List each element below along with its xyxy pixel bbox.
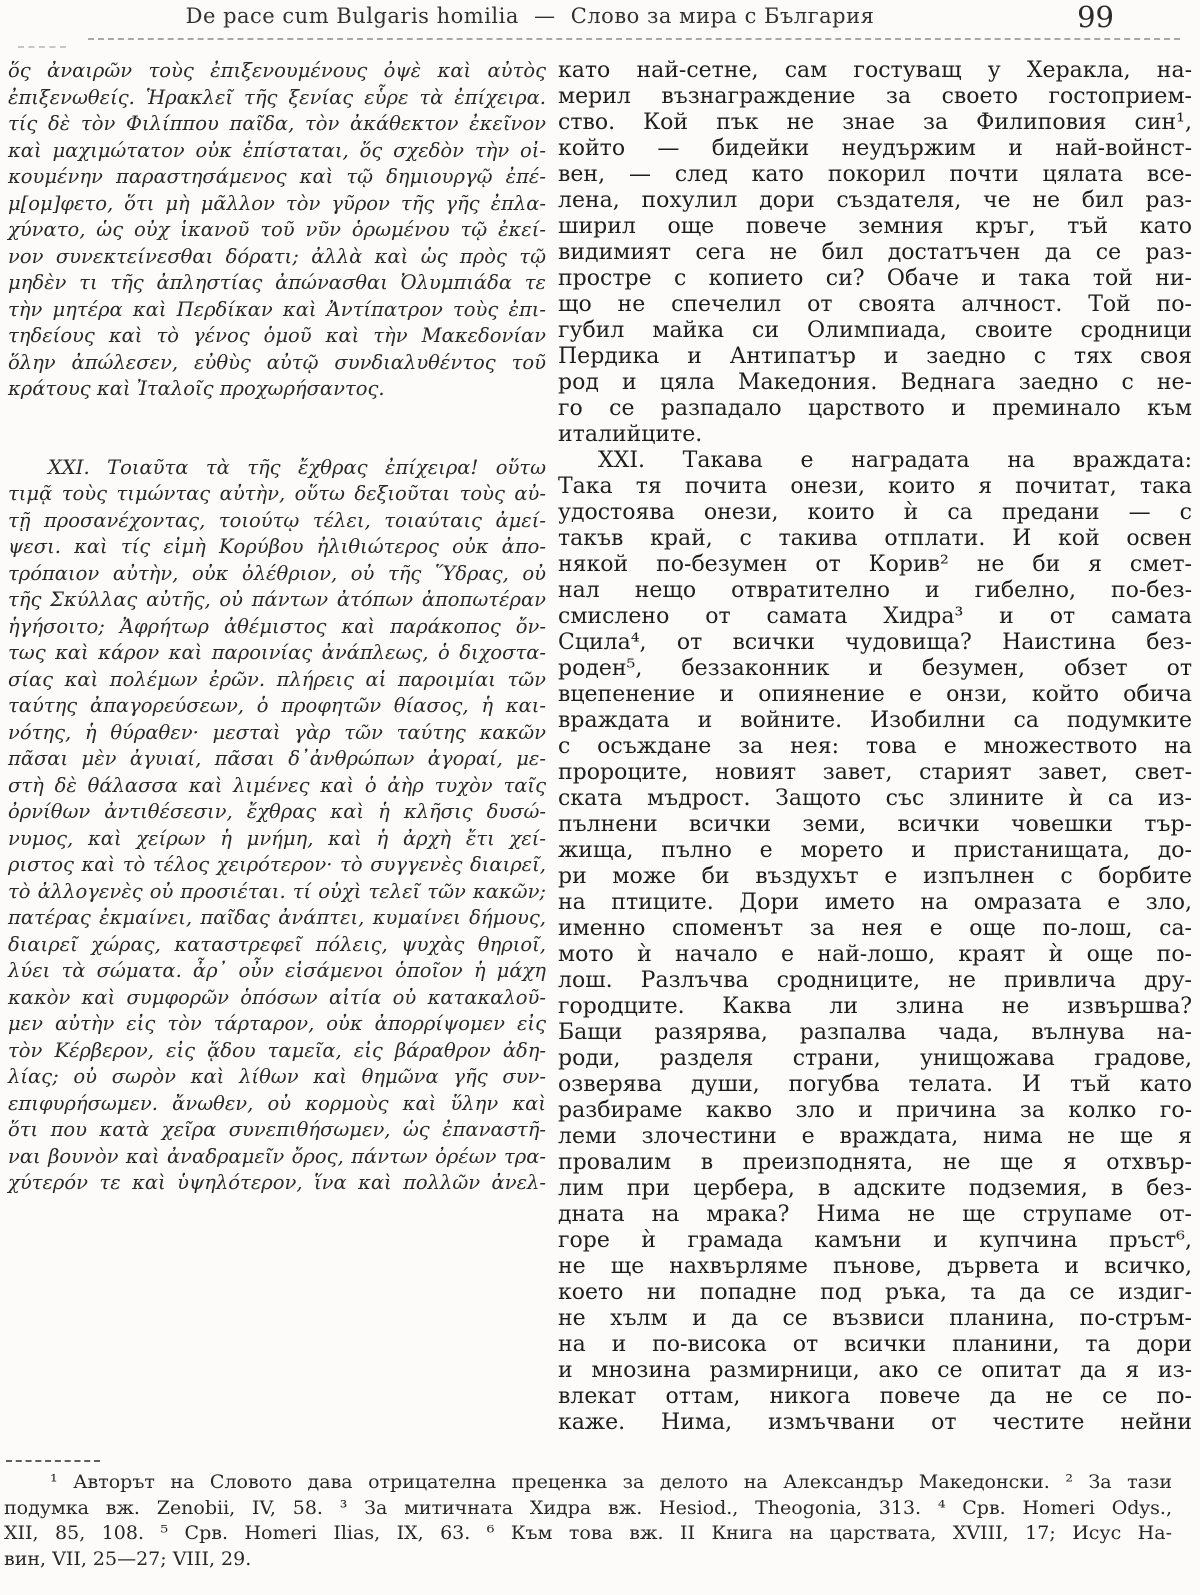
- bulgarian-column: [558, 58, 1192, 1436]
- text-line: Така тя почита онези, които я почитат, така: [558, 474, 1192, 499]
- text-line: роди, разделя страни, унищожава градове,: [558, 1046, 1192, 1071]
- text-line: пророците, новият завет, старият завет, свет-: [558, 760, 1192, 785]
- text-line: лим при цербера, в адските подземия, в без-: [558, 1176, 1192, 1201]
- text-line: χύνατο, ὡς οὐχ ἱκανοῦ τοῦ νῦν ὁρωμένου τῷ ἐκεί-: [8, 218, 546, 241]
- text-line: на и по-висока от всички планини, та дори: [558, 1332, 1192, 1357]
- text-line: νότης, ἡ θύραθεν· μεσταὶ γὰρ τῶν ταύτης κακῶν: [8, 720, 546, 744]
- greek-paragraph-xxi: [8, 455, 546, 1197]
- text-line: такъв край, с такива отплати. И кой освен: [558, 526, 1192, 551]
- text-line: който — бидейки неудържим и най-войнст-: [558, 136, 1192, 161]
- text-line: νυμος, καὶ χείρων ἡ μνήμη, καὶ ἡ ἀρχὴ ἔτι χεί-: [8, 826, 546, 850]
- text-line: не ще нахвърляме пънове, дървета и всичко,: [558, 1254, 1192, 1279]
- text-line: ναι βουνὸν καὶ ἀναδραμεῖν ὄρος, πάντων ὀρέων τρα-: [8, 1144, 546, 1168]
- text-line: лош. Разлъчва сродниците, не привлича дру-: [558, 968, 1192, 993]
- text-line: ὀρνίθων ἀντιθέσεσιν, ἔχθρας καὶ ἡ κλῆσις δυσώ-: [8, 800, 546, 823]
- text-line: ὅλην ἀπώλεσεν, εὐθὺς αὐτῷ συνδιαλυθέντος τοῦ: [8, 350, 546, 374]
- text-line: лена, похулил дори създателя, че не бил раз-: [558, 188, 1192, 213]
- text-line: επιφυρήσωμεν. ἄνωθεν, οὐ κορμοὺς καὶ ὕλην καὶ: [8, 1091, 546, 1115]
- text-line: τιμᾷ τοὺς τιμώντας αὐτὴν, οὕτω δεξιοῦται τοὺς αὐ-: [8, 482, 546, 505]
- text-line: ψεσι. καὶ τίς εἰμὴ Κορύβου ἠλιθιώτερος οὐκ ἀπο-: [8, 535, 546, 558]
- text-columns: [8, 58, 1192, 1436]
- text-line: мерил възнаграждение за своето гостоприем-: [558, 84, 1192, 109]
- text-line: видимият сега не бил достатъчен да се раз-: [558, 240, 1192, 265]
- text-line: σίας καὶ πολέμων ἐρῶν. πλήρεις αἱ παροιμίαι τῶν: [8, 667, 546, 691]
- text-line: и мнозина размирници, ако се опитат да я из-: [558, 1358, 1192, 1383]
- text-line: XXI. Такава е наградата на враждата:: [598, 448, 1192, 473]
- bulgarian-paragraph-xxi: [558, 448, 1192, 1436]
- text-line: не хълм и да се възвиси планина, по-стръм-: [558, 1306, 1192, 1331]
- text-line: χύτερόν τε καὶ ὑψηλότερον, ἵνα καὶ πολλῶν ἀνελ-: [8, 1171, 546, 1194]
- header-title-bulgarian: Слово за мира с България: [570, 4, 875, 28]
- text-line: τὸν Κέρβερον, εἰς ᾅδου ταμεῖα, εἰς βάραθρον ἀδη-: [8, 1038, 546, 1062]
- text-line: τίς δὲ τὸν Φιλίππου παῖδα, τὸν ἀκάθεκτον ἐκεῖνον: [8, 112, 546, 135]
- footnotes-block: [4, 1470, 1172, 1572]
- text-line: XII, 85, 108. ⁵ Срв. Homeri Ilias, IX, 63. ⁶ Към това вж. II Книга на царствата, XVIII, 17; Исус На-: [4, 1522, 1172, 1544]
- text-line: каже. Нима, измъчвани от честите нейни: [558, 1410, 1192, 1435]
- text-line: някой по-безумен от Корив² не би я смет-: [558, 552, 1192, 577]
- text-line: вен, — след като покорил почти цялата все-: [558, 162, 1192, 187]
- text-line: νον συνεκτείνεσθαι δόρατι; ἀλλὰ καὶ ὡς πρὸς τῷ: [8, 244, 546, 268]
- text-line: що не спечелил от своята алчност. Той по-: [558, 292, 1192, 317]
- text-line: μ[ομ]φετο, ὅτι μὴ μᾶλλον τὸν γῦρον τῆς γῆς ἐπλα-: [8, 191, 546, 215]
- text-line: мото ѝ начало е най-лошо, краят ѝ още по-: [558, 942, 1192, 967]
- text-line: λίας; οὐ σωρὸν καὶ λίθων καὶ θημῶνα γῆς συν-: [8, 1065, 546, 1088]
- text-line: смислено от самата Хидра³ и от самата: [558, 604, 1192, 629]
- header-rule: [88, 38, 1180, 40]
- text-line: τηδείους καὶ τὸ γένος ὁμοῦ καὶ τὴν Μακεδονίαν: [8, 324, 546, 347]
- text-line: пълнени всички земи, всички човешки тър-: [558, 812, 1192, 837]
- text-line: ἐπιξενωθείς. Ἡρακλεῖ τῆς ξενίας εὗρε τὰ ἐπίχειρα.: [8, 85, 546, 109]
- text-line: Пердика и Антипатър и заедно с тях своя: [558, 344, 1192, 369]
- text-line: роден⁵, беззаконник и безумен, обзет от: [558, 656, 1192, 681]
- text-line: разбираме какво зло и причина за колко го-: [558, 1098, 1192, 1123]
- text-line: нал нещо отвратително и гибелно, по-без-: [558, 578, 1192, 603]
- text-line: простре с копието си? Обаче и така той ни-: [558, 266, 1192, 291]
- header-title-latin: De pace cum Bulgaris homilia: [185, 4, 519, 28]
- text-line: озверява души, погубва телата. И тъй като: [558, 1072, 1192, 1097]
- text-line: ἡγήσοιτο; Ἀφρήτωρ ἀθέμιστος καὶ παράκοπος ὄν-: [8, 614, 546, 638]
- text-line: удостоява онези, които ѝ са предани — с: [558, 500, 1192, 525]
- text-line: провалим в преизподнята, не ще я отхвър-: [558, 1150, 1192, 1175]
- bulgarian-paragraph-continued: [558, 58, 1192, 448]
- text-line: Сцила⁴, от всички чудовища? Наистина без-: [558, 630, 1192, 655]
- text-line: κουμένην παραστησάμενος καὶ τῷ δημιουργῷ ἐπέ-: [8, 165, 546, 188]
- text-line: ταύτης ἀπαγορεύσεων, ὁ προφητῶν θίασος, ἡ και-: [8, 694, 546, 717]
- text-line: именно споменът за нея е още по-лош, са-: [558, 916, 1192, 941]
- text-line: τὸ ἀλλογενὲς οὐ προσιέται. τί οὐχὶ τελεῖ τῶν κακῶν;: [8, 879, 546, 903]
- text-line: ¹ Авторът на Словото дава отрицателна преценка за делото на Александър Македонски. ² За тази: [50, 1471, 1172, 1493]
- text-line: καὶ μαχιμώτατον οὐκ ἐπίσταται, ὅς σχεδὸν τὴν οἰ-: [8, 138, 546, 162]
- text-line: леми злочестини е враждата, нима не ще я: [558, 1124, 1192, 1149]
- header-rule-stub: [18, 46, 66, 48]
- greek-column: [8, 58, 546, 1436]
- text-line: τῇ προσανέχοντας, τοιούτῳ τέλει, τοιαύταις ἀμεί-: [8, 508, 546, 532]
- text-line: Бащи разярява, разпалва чада, вълнува на-: [558, 1020, 1192, 1045]
- text-line: πᾶσαι μὲν ἀγυιαί, πᾶσαι δ᾽ἀνθρώπων ἀγοραί, με-: [8, 747, 546, 770]
- text-line: λύει τὰ σώματα. ἆρ᾽ οὖν εἰσάμενοι ὁποῖον ἡ μάχη: [8, 959, 546, 982]
- text-line: влекат оттам, никога повече да не се по-: [558, 1384, 1192, 1409]
- text-line: XXI. Τοιαῦτα τὰ τῆς ἔχθρας ἐπίχειρα! οὕτω: [48, 455, 546, 479]
- text-line: ство. Кой пък не знае за Филиповия син¹,: [558, 110, 1192, 135]
- text-line: городците. Каква ли злина не извършва?: [558, 994, 1192, 1019]
- text-line: τὴν μητέρα καὶ Περδίκαν καὶ Ἀντίπατρον τοὺς ἐπι-: [8, 297, 546, 321]
- text-line: ριστος καὶ τὸ τέλος χειρότερον· τὸ συγγενὲς διαιρεῖ,: [8, 853, 546, 876]
- text-line: ὅς ἀναιρῶν τοὺς ἐπιξενουμένους ὀψὲ καὶ αὐτὸς: [8, 59, 546, 82]
- text-line: στὴ δὲ θάλασσα καὶ λιμένες καὶ ὁ ἀὴρ τυχὸν ταῖς: [8, 773, 546, 797]
- text-line: κακὸν καὶ συμφορῶν ὁπόσων αἰτία οὐ κατακαλοῦ-: [8, 985, 546, 1009]
- text-line: ската мъдрост. Защото със злините ѝ са из-: [558, 786, 1192, 811]
- text-line: враждата и войните. Изобилни са подумките: [558, 708, 1192, 733]
- text-line: πατέρας ἐκμαίνει, παῖδας ἀνάπτει, κυμαίνει δήμους,: [8, 906, 546, 929]
- text-line: с осъждане за нея: това е множеството на: [558, 734, 1192, 759]
- page-header-title: [110, 4, 950, 28]
- text-line: μεν αὐτὴν εἰς τὸν τάρταρον, οὐκ ἀπορρίψομεν εἰς: [8, 1012, 546, 1035]
- text-line: τῆς Σκύλλας αὐτῆς, οὐ πάντων ἀτόπων ἀποπωτέραν: [8, 588, 546, 611]
- text-line: διαιρεῖ χώρας, καταστρεφεῖ πόλεις, ψυχὰς θηριοῖ,: [8, 932, 546, 956]
- text-line: ὅτι που κατὰ χεῖρα συνεπιθήσωμεν, ὡς ἐπαναστῆ-: [8, 1118, 546, 1141]
- text-line: губил майка си Олимпиада, своите сродници: [558, 318, 1192, 343]
- text-line: вцепенение и опиянение е онзи, който обича: [558, 682, 1192, 707]
- text-line: ширил още повече земния кръг, тъй като: [558, 214, 1192, 239]
- text-line: μηδὲν τι τῆς ἀπληστίας ἀπώνασθαι Ὀλυμπιάδα τε: [8, 271, 546, 294]
- text-line: вин, VII, 25—27; VIII, 29.: [4, 1547, 252, 1570]
- running-header: [0, 0, 1200, 38]
- greek-paragraph-continued: [8, 58, 546, 403]
- page-number: 99: [1077, 0, 1114, 34]
- text-line: като най-сетне, сам гостуващ у Херакла, на-: [558, 58, 1192, 83]
- text-line: италийците.: [558, 422, 703, 447]
- text-line: дната на мрака? Нима не ще струпаме от-: [558, 1202, 1192, 1227]
- text-line: κράτους καὶ Ἰταλοῖς προχωρήσαντος.: [8, 377, 385, 400]
- text-line: ри може би въздухът е изпълнен с борбите: [558, 864, 1192, 889]
- text-line: род и цяла Македония. Веднага заедно с не-: [558, 370, 1192, 395]
- header-title-separator: —: [534, 4, 556, 28]
- text-line: горе ѝ грамада камъни и купчина пръст⁶,: [558, 1228, 1192, 1253]
- footnote-separator-rule: [6, 1460, 100, 1462]
- text-line: подумка вж. Zenobii, IV, 58. ³ За митичната Хидра вж. Hesiod., Theogonia, 313. ⁴ Срв. Homeri Odys.,: [4, 1496, 1172, 1519]
- text-line: което ни попадне под ръка, та да се издиг-: [558, 1280, 1192, 1305]
- text-line: жища, пълно е морето и пристанищата, до-: [558, 838, 1192, 863]
- text-line: на птиците. Дори името на омразата е зло,: [558, 890, 1192, 915]
- text-line: τρόπαιον αὐτὴν, οὐκ ὀλέθριον, οὐ τῆς Ὕδρας, οὐ: [8, 561, 546, 585]
- text-line: го се разпадало царството и преминало към: [558, 396, 1192, 421]
- text-line: τως καὶ κάρον καὶ παροινίας ἀνάπλεως, ὁ διχοστα-: [8, 641, 546, 664]
